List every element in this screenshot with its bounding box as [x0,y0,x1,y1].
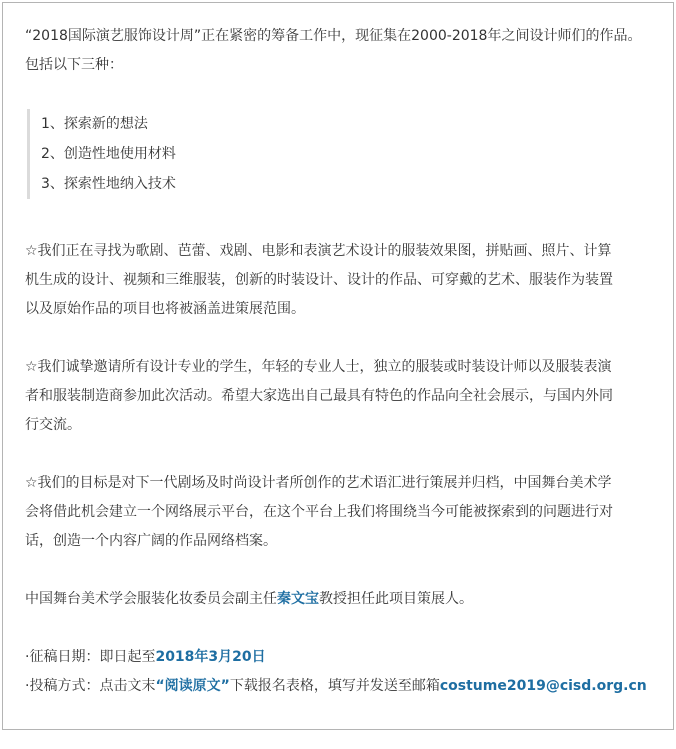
submission-label: ·投稿方式：点击文末 [25,678,156,694]
spacer [25,324,655,353]
scope-line-3: 以及原始作品的项目也将被涵盖进策展范围。 [25,301,305,317]
deadline-date: 2018年3月20日 [155,649,266,665]
scope-paragraph [25,237,655,324]
deadline-line [25,643,655,672]
spacer [25,199,655,227]
curator-name: 秦文宝 [277,591,319,607]
submission-middle: 下载报名表格，填写并发送至邮箱 [229,678,440,694]
criteria-item-1: 1、探索新的想法 [41,116,148,132]
intro-paragraph [25,22,655,80]
criteria-item-2: 2、创造性地使用材料 [41,146,176,162]
invitation-line-3: 行交流。 [25,417,81,433]
intro-line-1: “2018国际演艺服饰设计周”正在紧密的筹备工作中，现征集在2000-2018年之间设计师们的作品。 [25,28,642,44]
submission-line [25,672,655,701]
invitation-line-1: ☆我们诚挚邀请所有设计专业的学生，年轻的专业人士，独立的服装或时装设计师以及服装表演 [25,359,612,375]
goal-line-1: ☆我们的目标是对下一代剧场及时尚设计者所创作的艺术语汇进行策展并归档，中国舞台美术学 [25,475,612,491]
spacer [25,80,655,109]
scope-line-2: 机生成的设计、视频和三维服装，创新的时装设计、设计的作品、可穿戴的艺术、服装作为装置 [25,272,613,288]
goal-line-3: 话，创造一个内容广阔的作品网络档案。 [25,533,277,549]
article-body [25,22,655,701]
criteria-list [27,109,655,199]
submission-email[interactable]: costume2019@cisd.org.cn [439,678,647,694]
curator-text-after: 教授担任此项目策展人。 [319,591,473,607]
curator-paragraph [25,585,655,614]
invitation-paragraph [25,353,655,440]
read-original-link[interactable]: “阅读原文” [155,678,230,694]
goal-line-2: 会将借此机会建立一个网络展示平台，在这个平台上我们将围绕当今可能被探索到的问题进行对 [25,504,613,520]
curator-text-before: 中国舞台美术学会服装化妆委员会副主任 [25,591,277,607]
spacer [25,440,655,469]
invitation-line-2: 者和服装制造商参加此次活动。希望大家选出自己最具有特色的作品向全社会展示，与国内外同 [25,388,613,404]
deadline-label: ·征稿日期：即日起至 [25,649,156,665]
spacer [25,614,655,643]
scope-line-1: ☆我们正在寻找为歌剧、芭蕾、戏剧、电影和表演艺术设计的服装效果图，拼贴画、照片、计算 [25,243,612,259]
goal-paragraph [25,469,655,556]
criteria-item-3: 3、探索性地纳入技术 [41,176,176,192]
spacer [25,556,655,585]
intro-line-2: 包括以下三种： [25,57,123,73]
